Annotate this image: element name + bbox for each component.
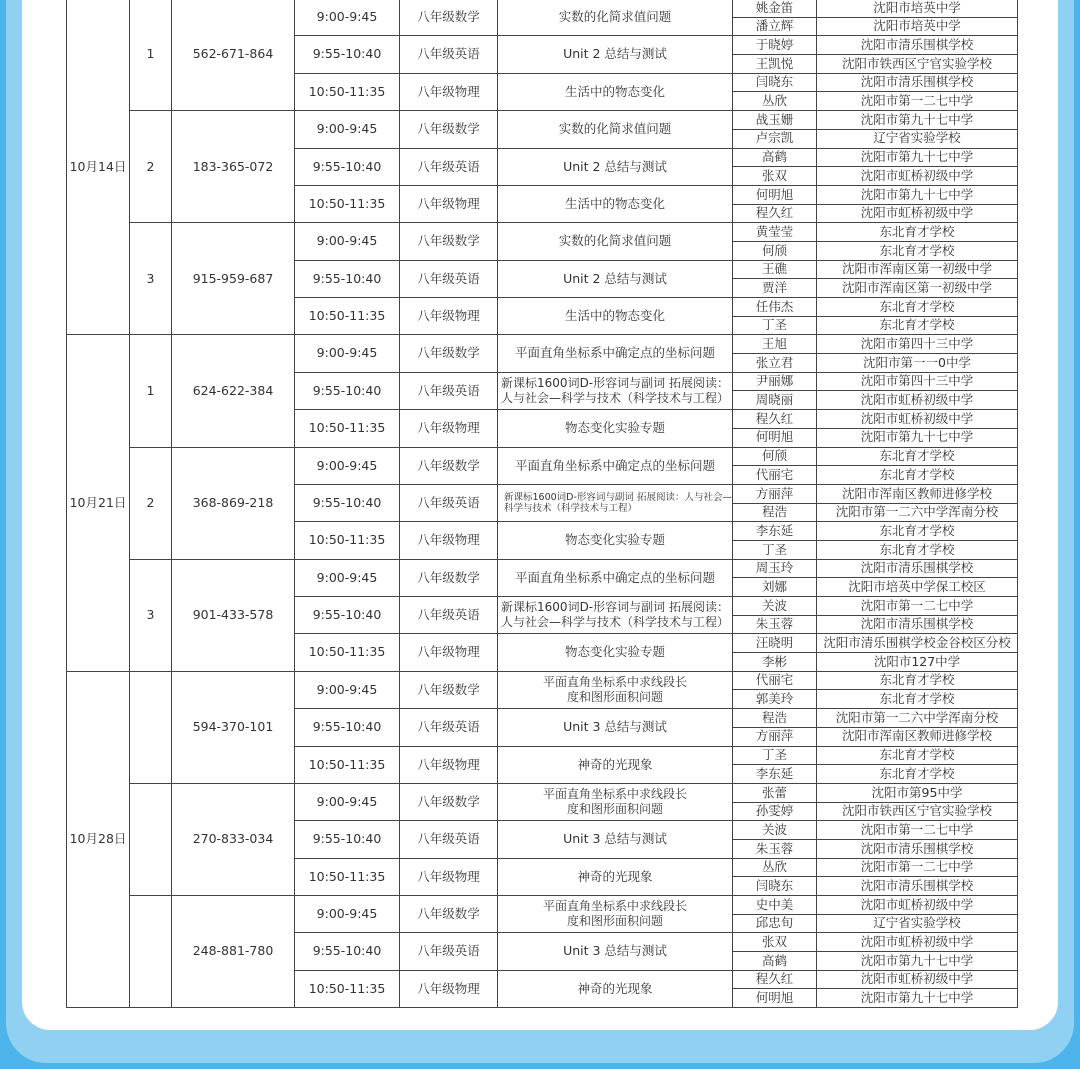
teacher-school-cell: 沈阳市虹桥初级中学 bbox=[817, 204, 1018, 223]
teacher-name-cell: 方丽萍 bbox=[733, 727, 817, 746]
time-cell: 10:50-11:35 bbox=[295, 410, 400, 447]
topic-cell: Unit 3 总结与测试 bbox=[498, 821, 733, 858]
teacher-school-cell: 沈阳市清乐围棋学校 bbox=[817, 559, 1018, 578]
teacher-school-cell: 沈阳市清乐围棋学校金谷校区分校 bbox=[817, 634, 1018, 653]
topic-cell: 平面直角坐标系中求线段长度和图形面积问题 bbox=[498, 783, 733, 820]
teacher-name-cell: 程浩 bbox=[733, 503, 817, 522]
time-cell: 10:50-11:35 bbox=[295, 634, 400, 671]
teacher-name-cell: 史中美 bbox=[733, 896, 817, 915]
subject-cell: 八年级英语 bbox=[400, 709, 498, 746]
date-cell: 10月14日 bbox=[67, 0, 130, 335]
schedule-table bbox=[66, 0, 1018, 1008]
teacher-name-cell: 何明旭 bbox=[733, 428, 817, 447]
teacher-school-cell: 沈阳市第九十七中学 bbox=[817, 428, 1018, 447]
meeting-id-cell: 248-881-780 bbox=[172, 896, 295, 1008]
time-cell: 9:55-10:40 bbox=[295, 148, 400, 185]
topic-cell: 实数的化简求值问题 bbox=[498, 0, 733, 36]
subject-cell: 八年级数学 bbox=[400, 896, 498, 933]
time-cell: 9:00-9:45 bbox=[295, 896, 400, 933]
topic-cell: 神奇的光现象 bbox=[498, 970, 733, 1007]
teacher-school-cell: 沈阳市虹桥初级中学 bbox=[817, 167, 1018, 186]
teacher-name-cell: 邱忠旬 bbox=[733, 914, 817, 933]
teacher-name-cell: 丁圣 bbox=[733, 540, 817, 559]
teacher-name-cell: 孙雯婷 bbox=[733, 802, 817, 821]
teacher-school-cell: 沈阳市第一二七中学 bbox=[817, 821, 1018, 840]
teacher-name-cell: 卢宗凯 bbox=[733, 129, 817, 148]
teacher-name-cell: 代丽宅 bbox=[733, 466, 817, 485]
subject-cell: 八年级英语 bbox=[400, 597, 498, 634]
teacher-school-cell: 沈阳市浑南区第一初级中学 bbox=[817, 260, 1018, 279]
topic-cell: 神奇的光现象 bbox=[498, 746, 733, 783]
time-cell: 9:55-10:40 bbox=[295, 260, 400, 297]
teacher-name-cell: 程浩 bbox=[733, 709, 817, 728]
subject-cell: 八年级物理 bbox=[400, 73, 498, 110]
time-cell: 9:00-9:45 bbox=[295, 559, 400, 596]
subject-cell: 八年级英语 bbox=[400, 933, 498, 970]
teacher-school-cell: 沈阳市第95中学 bbox=[817, 783, 1018, 802]
topic-cell: 生活中的物态变化 bbox=[498, 73, 733, 110]
subject-cell: 八年级数学 bbox=[400, 783, 498, 820]
teacher-school-cell: 沈阳市虹桥初级中学 bbox=[817, 970, 1018, 989]
time-cell: 10:50-11:35 bbox=[295, 522, 400, 559]
topic-cell: Unit 2 总结与测试 bbox=[498, 36, 733, 73]
teacher-school-cell: 东北育才学校 bbox=[817, 241, 1018, 260]
topic-cell: 生活中的物态变化 bbox=[498, 185, 733, 222]
teacher-name-cell: 郭美玲 bbox=[733, 690, 817, 709]
subject-cell: 八年级英语 bbox=[400, 372, 498, 409]
time-cell: 9:00-9:45 bbox=[295, 223, 400, 260]
session-number-cell: 2 bbox=[130, 111, 172, 223]
teacher-name-cell: 高鹤 bbox=[733, 952, 817, 971]
table-row bbox=[67, 335, 1018, 354]
teacher-name-cell: 何明旭 bbox=[733, 989, 817, 1008]
session-number-cell: 1 bbox=[130, 335, 172, 447]
table-row bbox=[67, 0, 1018, 17]
teacher-school-cell: 沈阳市第一二六中学浑南分校 bbox=[817, 709, 1018, 728]
schedule-body bbox=[67, 0, 1018, 1008]
subject-cell: 八年级物理 bbox=[400, 522, 498, 559]
teacher-name-cell: 张蕾 bbox=[733, 783, 817, 802]
time-cell: 9:00-9:45 bbox=[295, 111, 400, 148]
time-cell: 9:55-10:40 bbox=[295, 36, 400, 73]
meeting-id-cell: 624-622-384 bbox=[172, 335, 295, 447]
teacher-school-cell: 东北育才学校 bbox=[817, 671, 1018, 690]
teacher-name-cell: 代丽宅 bbox=[733, 671, 817, 690]
teacher-name-cell: 周玉玲 bbox=[733, 559, 817, 578]
teacher-school-cell: 辽宁省实验学校 bbox=[817, 914, 1018, 933]
time-cell: 9:55-10:40 bbox=[295, 709, 400, 746]
teacher-name-cell: 王凯悦 bbox=[733, 55, 817, 74]
teacher-name-cell: 尹丽娜 bbox=[733, 372, 817, 391]
subject-cell: 八年级英语 bbox=[400, 148, 498, 185]
topic-cell: 物态变化实验专题 bbox=[498, 410, 733, 447]
teacher-name-cell: 王旭 bbox=[733, 335, 817, 354]
teacher-school-cell: 沈阳市虹桥初级中学 bbox=[817, 391, 1018, 410]
subject-cell: 八年级英语 bbox=[400, 484, 498, 521]
teacher-name-cell: 何颀 bbox=[733, 447, 817, 466]
subject-cell: 八年级物理 bbox=[400, 634, 498, 671]
time-cell: 10:50-11:35 bbox=[295, 970, 400, 1007]
teacher-school-cell: 沈阳市第一二六中学浑南分校 bbox=[817, 503, 1018, 522]
meeting-id-cell: 562-671-864 bbox=[172, 0, 295, 111]
subject-cell: 八年级数学 bbox=[400, 223, 498, 260]
teacher-name-cell: 丁圣 bbox=[733, 746, 817, 765]
time-cell: 9:00-9:45 bbox=[295, 783, 400, 820]
teacher-name-cell: 张双 bbox=[733, 933, 817, 952]
session-number-cell bbox=[130, 783, 172, 895]
teacher-school-cell: 东北育才学校 bbox=[817, 447, 1018, 466]
teacher-school-cell: 沈阳市培英中学 bbox=[817, 17, 1018, 36]
teacher-school-cell: 沈阳市清乐围棋学校 bbox=[817, 877, 1018, 896]
teacher-school-cell: 沈阳市127中学 bbox=[817, 653, 1018, 672]
teacher-school-cell: 东北育才学校 bbox=[817, 316, 1018, 335]
teacher-name-cell: 王礁 bbox=[733, 260, 817, 279]
teacher-name-cell: 丛欣 bbox=[733, 858, 817, 877]
teacher-name-cell: 丁圣 bbox=[733, 316, 817, 335]
teacher-school-cell: 东北育才学校 bbox=[817, 522, 1018, 541]
time-cell: 9:00-9:45 bbox=[295, 671, 400, 708]
topic-cell: 平面直角坐标系中确定点的坐标问题 bbox=[498, 559, 733, 596]
teacher-school-cell: 沈阳市清乐围棋学校 bbox=[817, 36, 1018, 55]
teacher-school-cell: 沈阳市培英中学 bbox=[817, 0, 1018, 17]
time-cell: 9:55-10:40 bbox=[295, 821, 400, 858]
table-row bbox=[67, 896, 1018, 915]
table-row bbox=[67, 671, 1018, 690]
time-cell: 10:50-11:35 bbox=[295, 858, 400, 895]
time-cell: 9:00-9:45 bbox=[295, 0, 400, 36]
topic-cell: Unit 2 总结与测试 bbox=[498, 260, 733, 297]
time-cell: 10:50-11:35 bbox=[295, 185, 400, 222]
topic-cell: Unit 3 总结与测试 bbox=[498, 933, 733, 970]
meeting-id-cell: 901-433-578 bbox=[172, 559, 295, 671]
meeting-id-cell: 183-365-072 bbox=[172, 111, 295, 223]
time-cell: 9:00-9:45 bbox=[295, 335, 400, 372]
meeting-id-cell: 368-869-218 bbox=[172, 447, 295, 559]
teacher-school-cell: 东北育才学校 bbox=[817, 690, 1018, 709]
teacher-name-cell: 何明旭 bbox=[733, 185, 817, 204]
subject-cell: 八年级数学 bbox=[400, 0, 498, 36]
session-number-cell bbox=[130, 671, 172, 783]
teacher-school-cell: 东北育才学校 bbox=[817, 298, 1018, 317]
teacher-school-cell: 沈阳市铁西区宁官实验学校 bbox=[817, 55, 1018, 74]
meeting-id-cell: 270-833-034 bbox=[172, 783, 295, 895]
teacher-school-cell: 东北育才学校 bbox=[817, 765, 1018, 784]
teacher-school-cell: 沈阳市第一二七中学 bbox=[817, 597, 1018, 616]
teacher-school-cell: 沈阳市清乐围棋学校 bbox=[817, 839, 1018, 858]
teacher-school-cell: 沈阳市培英中学保工校区 bbox=[817, 578, 1018, 597]
subject-cell: 八年级物理 bbox=[400, 298, 498, 335]
teacher-name-cell: 张立君 bbox=[733, 354, 817, 373]
topic-cell: Unit 2 总结与测试 bbox=[498, 148, 733, 185]
teacher-name-cell: 程久红 bbox=[733, 204, 817, 223]
teacher-school-cell: 沈阳市第九十七中学 bbox=[817, 148, 1018, 167]
subject-cell: 八年级物理 bbox=[400, 970, 498, 1007]
topic-cell: 物态变化实验专题 bbox=[498, 522, 733, 559]
date-cell: 10月21日 bbox=[67, 335, 130, 671]
session-number-cell: 2 bbox=[130, 447, 172, 559]
teacher-school-cell: 沈阳市虹桥初级中学 bbox=[817, 896, 1018, 915]
table-row bbox=[67, 111, 1018, 130]
teacher-school-cell: 东北育才学校 bbox=[817, 540, 1018, 559]
subject-cell: 八年级英语 bbox=[400, 36, 498, 73]
teacher-name-cell: 朱玉蓉 bbox=[733, 839, 817, 858]
teacher-school-cell: 沈阳市第九十七中学 bbox=[817, 111, 1018, 130]
teacher-name-cell: 李彬 bbox=[733, 653, 817, 672]
subject-cell: 八年级物理 bbox=[400, 185, 498, 222]
subject-cell: 八年级物理 bbox=[400, 858, 498, 895]
table-row bbox=[67, 559, 1018, 578]
time-cell: 9:55-10:40 bbox=[295, 597, 400, 634]
topic-cell: 平面直角坐标系中求线段长度和图形面积问题 bbox=[498, 896, 733, 933]
time-cell: 9:55-10:40 bbox=[295, 933, 400, 970]
teacher-school-cell: 东北育才学校 bbox=[817, 746, 1018, 765]
teacher-name-cell: 李东延 bbox=[733, 765, 817, 784]
topic-cell: 新课标1600词D-形容词与副词 拓展阅读：人与社会—科学与技术（科学技术与工程） bbox=[498, 484, 733, 521]
teacher-school-cell: 沈阳市第一二七中学 bbox=[817, 92, 1018, 111]
teacher-school-cell: 沈阳市虹桥初级中学 bbox=[817, 933, 1018, 952]
teacher-name-cell: 张双 bbox=[733, 167, 817, 186]
session-number-cell bbox=[130, 896, 172, 1008]
topic-cell: 神奇的光现象 bbox=[498, 858, 733, 895]
teacher-name-cell: 关波 bbox=[733, 821, 817, 840]
teacher-name-cell: 丛欣 bbox=[733, 92, 817, 111]
teacher-school-cell: 沈阳市第一一0中学 bbox=[817, 354, 1018, 373]
teacher-name-cell: 李东延 bbox=[733, 522, 817, 541]
time-cell: 9:55-10:40 bbox=[295, 484, 400, 521]
subject-cell: 八年级数学 bbox=[400, 447, 498, 484]
teacher-name-cell: 周晓丽 bbox=[733, 391, 817, 410]
teacher-name-cell: 任伟杰 bbox=[733, 298, 817, 317]
teacher-name-cell: 战玉姗 bbox=[733, 111, 817, 130]
meeting-id-cell: 594-370-101 bbox=[172, 671, 295, 783]
subject-cell: 八年级英语 bbox=[400, 821, 498, 858]
topic-cell: 生活中的物态变化 bbox=[498, 298, 733, 335]
teacher-name-cell: 闫晓东 bbox=[733, 73, 817, 92]
subject-cell: 八年级物理 bbox=[400, 746, 498, 783]
subject-cell: 八年级数学 bbox=[400, 559, 498, 596]
time-cell: 10:50-11:35 bbox=[295, 298, 400, 335]
subject-cell: 八年级物理 bbox=[400, 410, 498, 447]
table-row bbox=[67, 447, 1018, 466]
subject-cell: 八年级数学 bbox=[400, 671, 498, 708]
teacher-name-cell: 闫晓东 bbox=[733, 877, 817, 896]
table-row bbox=[67, 783, 1018, 802]
teacher-name-cell: 关波 bbox=[733, 597, 817, 616]
topic-cell: 实数的化简求值问题 bbox=[498, 223, 733, 260]
session-number-cell: 3 bbox=[130, 559, 172, 671]
teacher-school-cell: 沈阳市清乐围棋学校 bbox=[817, 615, 1018, 634]
topic-cell: Unit 3 总结与测试 bbox=[498, 709, 733, 746]
teacher-name-cell: 潘立辉 bbox=[733, 17, 817, 36]
subject-cell: 八年级英语 bbox=[400, 260, 498, 297]
teacher-school-cell: 东北育才学校 bbox=[817, 466, 1018, 485]
table-row bbox=[67, 223, 1018, 242]
teacher-school-cell: 沈阳市第一二七中学 bbox=[817, 858, 1018, 877]
teacher-school-cell: 沈阳市清乐围棋学校 bbox=[817, 73, 1018, 92]
teacher-name-cell: 汪晓明 bbox=[733, 634, 817, 653]
time-cell: 9:00-9:45 bbox=[295, 447, 400, 484]
teacher-name-cell: 高鹤 bbox=[733, 148, 817, 167]
teacher-name-cell: 姚金笛 bbox=[733, 0, 817, 17]
teacher-name-cell: 于晓婷 bbox=[733, 36, 817, 55]
session-number-cell: 3 bbox=[130, 223, 172, 335]
teacher-school-cell: 沈阳市浑南区教师进修学校 bbox=[817, 484, 1018, 503]
teacher-school-cell: 沈阳市虹桥初级中学 bbox=[817, 410, 1018, 429]
topic-cell: 平面直角坐标系中确定点的坐标问题 bbox=[498, 335, 733, 372]
time-cell: 10:50-11:35 bbox=[295, 73, 400, 110]
teacher-name-cell: 朱玉蓉 bbox=[733, 615, 817, 634]
topic-cell: 平面直角坐标系中确定点的坐标问题 bbox=[498, 447, 733, 484]
teacher-name-cell: 程久红 bbox=[733, 410, 817, 429]
teacher-name-cell: 程久红 bbox=[733, 970, 817, 989]
topic-cell: 实数的化简求值问题 bbox=[498, 111, 733, 148]
teacher-school-cell: 沈阳市第九十七中学 bbox=[817, 989, 1018, 1008]
teacher-name-cell: 方丽萍 bbox=[733, 484, 817, 503]
topic-cell: 物态变化实验专题 bbox=[498, 634, 733, 671]
topic-cell: 新课标1600词D-形容词与副词 拓展阅读：人与社会—科学与技术（科学技术与工程） bbox=[498, 372, 733, 409]
time-cell: 9:55-10:40 bbox=[295, 372, 400, 409]
teacher-school-cell: 沈阳市第四十三中学 bbox=[817, 372, 1018, 391]
teacher-school-cell: 沈阳市第四十三中学 bbox=[817, 335, 1018, 354]
subject-cell: 八年级数学 bbox=[400, 111, 498, 148]
meeting-id-cell: 915-959-687 bbox=[172, 223, 295, 335]
teacher-school-cell: 沈阳市浑南区第一初级中学 bbox=[817, 279, 1018, 298]
teacher-school-cell: 沈阳市铁西区宁官实验学校 bbox=[817, 802, 1018, 821]
subject-cell: 八年级数学 bbox=[400, 335, 498, 372]
teacher-school-cell: 辽宁省实验学校 bbox=[817, 129, 1018, 148]
teacher-name-cell: 刘娜 bbox=[733, 578, 817, 597]
teacher-name-cell: 贾洋 bbox=[733, 279, 817, 298]
teacher-name-cell: 黄莹莹 bbox=[733, 223, 817, 242]
session-number-cell: 1 bbox=[130, 0, 172, 111]
topic-cell: 平面直角坐标系中求线段长度和图形面积问题 bbox=[498, 671, 733, 708]
topic-cell: 新课标1600词D-形容词与副词 拓展阅读：人与社会—科学与技术（科学技术与工程） bbox=[498, 597, 733, 634]
teacher-school-cell: 沈阳市第九十七中学 bbox=[817, 185, 1018, 204]
teacher-school-cell: 沈阳市第九十七中学 bbox=[817, 952, 1018, 971]
date-cell: 10月28日 bbox=[67, 671, 130, 1007]
teacher-name-cell: 何颀 bbox=[733, 241, 817, 260]
teacher-school-cell: 东北育才学校 bbox=[817, 223, 1018, 242]
time-cell: 10:50-11:35 bbox=[295, 746, 400, 783]
teacher-school-cell: 沈阳市浑南区教师进修学校 bbox=[817, 727, 1018, 746]
